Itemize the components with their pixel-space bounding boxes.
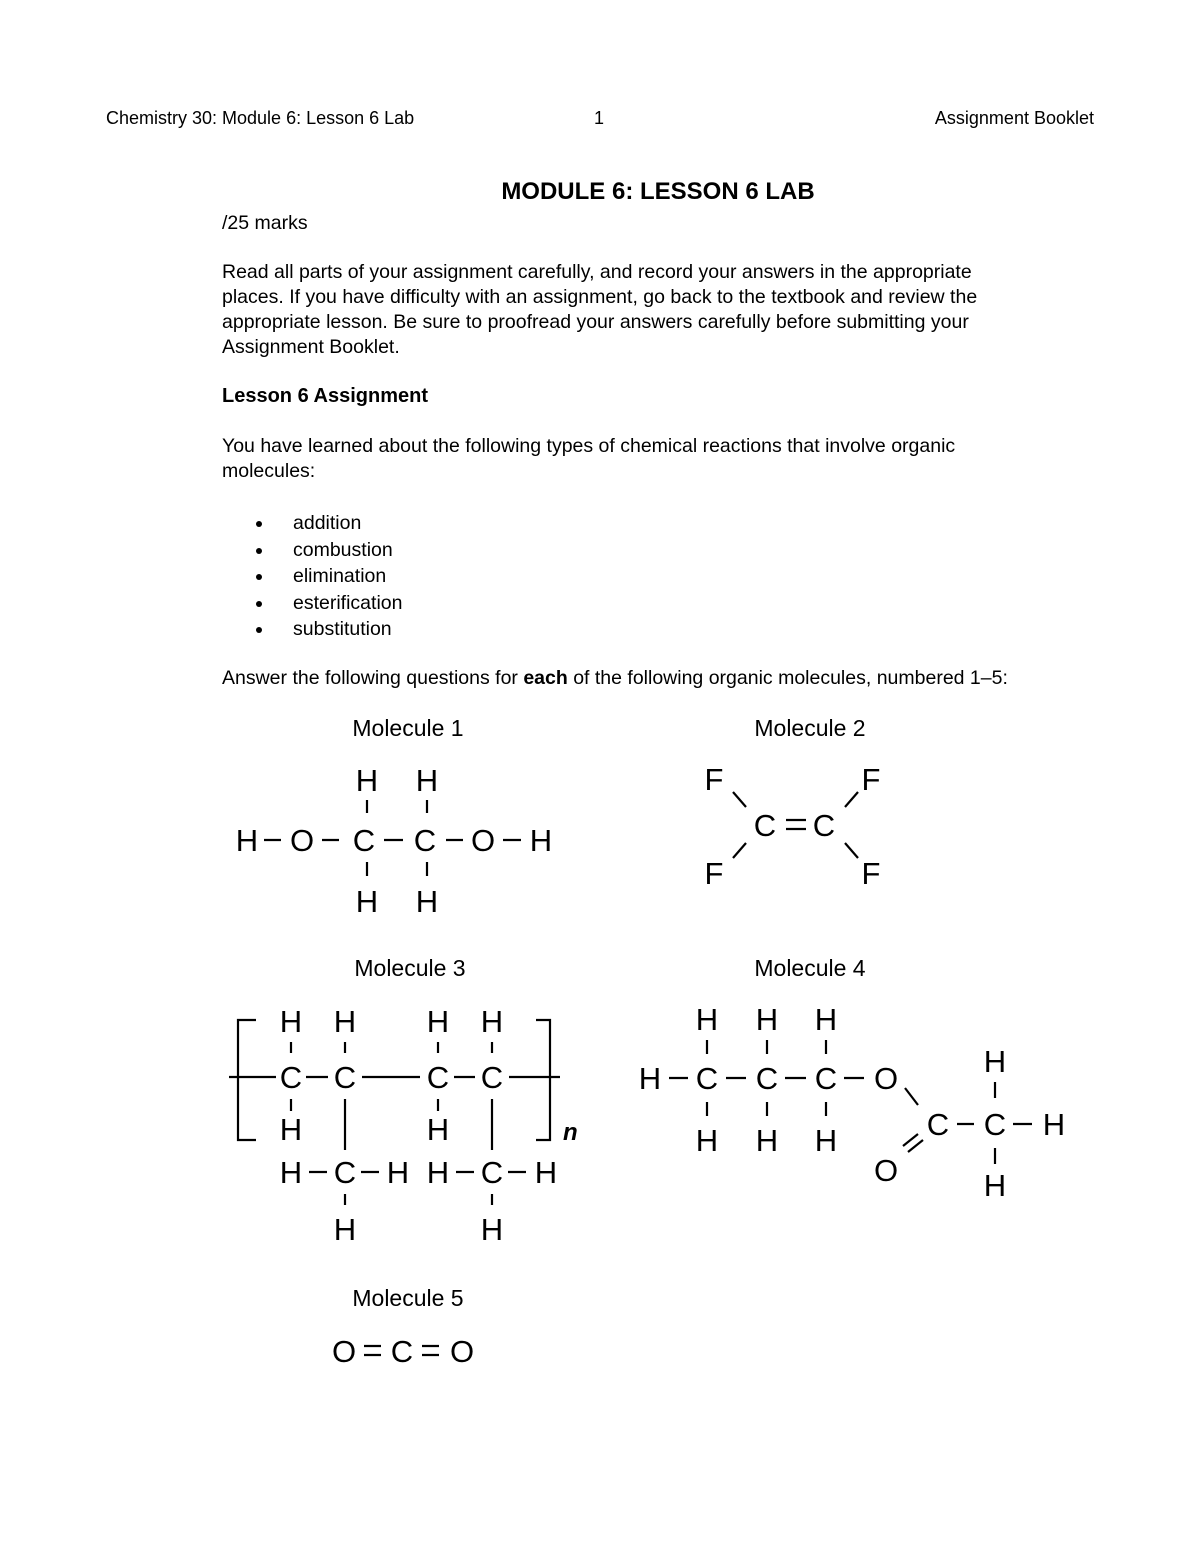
atom-h: H xyxy=(235,823,259,858)
atom-c: C xyxy=(814,1061,838,1096)
atom-h: H xyxy=(529,823,553,858)
atom-h: H xyxy=(983,1168,1007,1203)
molecule-4-label: Molecule 4 xyxy=(754,955,866,981)
header-course: Chemistry 30: Module 6: Lesson 6 Lab xyxy=(106,108,415,128)
atom-h: H xyxy=(415,884,439,919)
atom-h: H xyxy=(333,1212,357,1247)
page-title: MODULE 6: LESSON 6 LAB xyxy=(501,178,815,205)
atom-f: F xyxy=(704,856,724,891)
atom-c: C xyxy=(279,1060,303,1095)
atom-o: O xyxy=(470,823,496,858)
atom-h: H xyxy=(695,1002,719,1037)
atom-h: H xyxy=(279,1155,303,1190)
atom-h: H xyxy=(279,1004,303,1039)
atom-o: O xyxy=(289,823,315,858)
atom-h: H xyxy=(386,1155,410,1190)
atom-h: H xyxy=(534,1155,558,1190)
atom-h: H xyxy=(480,1212,504,1247)
molecule-1-label: Molecule 1 xyxy=(352,715,464,741)
atom-o: O xyxy=(873,1061,899,1096)
atom-c: C xyxy=(755,1061,779,1096)
atom-f: F xyxy=(861,856,881,891)
question-text-before: Answer the following questions for xyxy=(222,667,524,689)
atom-c: C xyxy=(480,1155,504,1190)
atom-h: H xyxy=(279,1112,303,1147)
atom-o: O xyxy=(873,1153,899,1188)
marks: /25 marks xyxy=(222,212,308,234)
question-emphasis: each xyxy=(523,667,568,689)
atom-c: C xyxy=(695,1061,719,1096)
list-item: elimination xyxy=(256,563,402,590)
intro-line: places. If you have difficulty with an assignment, go back to the textbook and review the xyxy=(222,286,978,308)
molecule-2-label: Molecule 2 xyxy=(754,715,866,741)
atom-h: H xyxy=(983,1044,1007,1079)
list-item: esterification xyxy=(256,590,402,617)
atom-c: C xyxy=(812,808,836,843)
atom-o: O xyxy=(449,1334,475,1369)
question-text-after: of the following organic molecules, numbered 1–5: xyxy=(567,667,1008,689)
atom-c: C xyxy=(352,823,376,858)
atom-h: H xyxy=(638,1061,662,1096)
atom-c: C xyxy=(753,808,777,843)
atom-c: C xyxy=(480,1060,504,1095)
molecule-3-label: Molecule 3 xyxy=(354,955,466,981)
section-heading: Lesson 6 Assignment xyxy=(222,385,428,407)
atom-h: H xyxy=(333,1004,357,1039)
intro-line: Assignment Booklet. xyxy=(222,336,400,358)
atom-h: H xyxy=(755,1002,779,1037)
atom-c: C xyxy=(413,823,437,858)
learned-line: molecules: xyxy=(222,460,316,482)
list-item: substitution xyxy=(256,616,402,643)
atom-c: C xyxy=(926,1107,950,1142)
intro-line: Read all parts of your assignment carefully, and record your answers in the appropriate xyxy=(222,261,972,283)
learned-line: You have learned about the following types of chemical reactions that involve organic xyxy=(222,435,956,457)
intro-line: appropriate lesson. Be sure to proofread your answers carefully before submitting your xyxy=(222,311,969,333)
molecule-5-label: Molecule 5 xyxy=(352,1285,464,1311)
list-item: combustion xyxy=(256,537,402,564)
atom-h: H xyxy=(415,763,439,798)
header-booklet: Assignment Booklet xyxy=(934,108,1094,128)
atom-h: H xyxy=(814,1123,838,1158)
atom-f: F xyxy=(704,762,724,797)
atom-c: C xyxy=(983,1107,1007,1142)
header-page-number: 1 xyxy=(594,108,605,128)
atom-h: H xyxy=(355,763,379,798)
atom-c: C xyxy=(333,1155,357,1190)
atom-o: O xyxy=(331,1334,357,1369)
atom-c: C xyxy=(333,1060,357,1095)
atom-h: H xyxy=(695,1123,719,1158)
atom-h: H xyxy=(426,1004,450,1039)
atom-h: H xyxy=(426,1112,450,1147)
atom-h: H xyxy=(755,1123,779,1158)
atom-c: C xyxy=(390,1334,414,1369)
atom-h: H xyxy=(814,1002,838,1037)
list-item: addition xyxy=(256,510,402,537)
atom-h: H xyxy=(355,884,379,919)
atom-h: H xyxy=(480,1004,504,1039)
atom-h: H xyxy=(1042,1107,1066,1142)
atom-f: F xyxy=(861,762,881,797)
repeat-subscript: n xyxy=(563,1119,578,1146)
atom-c: C xyxy=(426,1060,450,1095)
atom-h: H xyxy=(426,1155,450,1190)
